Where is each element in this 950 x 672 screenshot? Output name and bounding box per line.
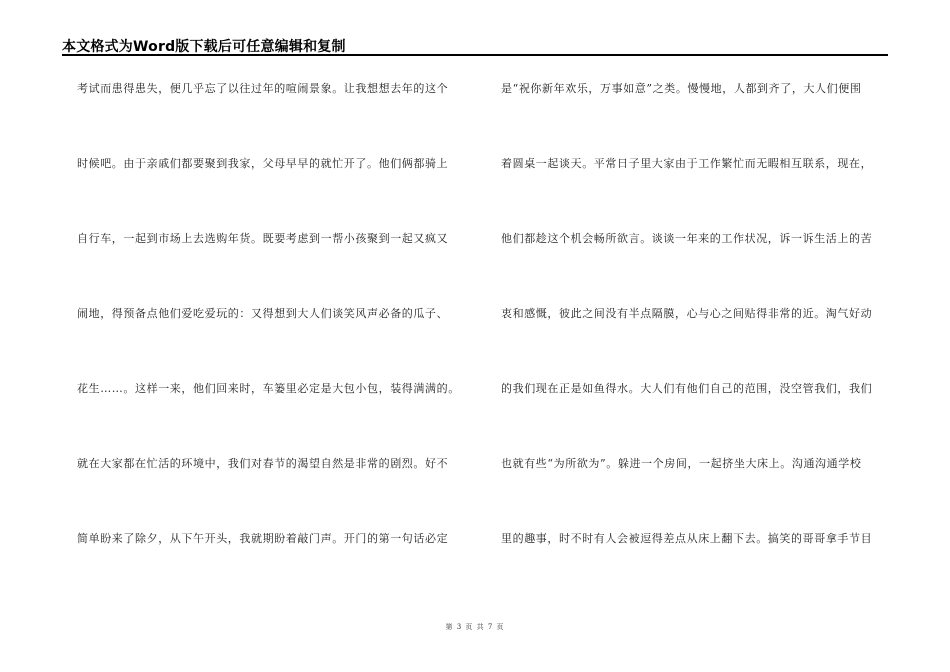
text-line: 时候吧。由于亲戚们都要聚到我家，父母早早的就忙开了。他们俩都骑上 xyxy=(77,157,449,170)
text-line: 的我们现在正是如鱼得水。大人们有他们自己的范围，没空管我们，我们 xyxy=(501,382,873,395)
left-column xyxy=(77,82,467,607)
text-line: 花生……。这样一来，他们回来时，车篓里必定是大包小包，装得满满的。 xyxy=(77,382,460,395)
document-header-title: 本文格式为Word版下载后可任意编辑和复制 xyxy=(62,39,346,55)
text-line: 简单盼来了除夕，从下午开头，我就期盼着敲门声。开门的第一句话必定 xyxy=(77,532,449,545)
text-line: 就在大家都在忙活的环境中，我们对春节的渴望自然是非常的剧烈。好不 xyxy=(77,457,449,470)
text-line: 闹地，得预备点他们爱吃爱玩的：又得想到大人们谈笑风声必备的瓜子、 xyxy=(77,307,449,320)
text-line: 着圆桌一起谈天。平常日子里大家由于工作繁忙而无暇相互联系，现在， xyxy=(501,157,873,170)
text-line: 自行车，一起到市场上去选购年货。既要考虑到一帮小孩聚到一起又疯又 xyxy=(77,232,449,245)
text-line: 考试而患得患失，便几乎忘了以往过年的喧闹景象。让我想想去年的这个 xyxy=(77,82,449,95)
text-line: 衷和感慨，彼此之间没有半点隔膜，心与心之间贴得非常的近。淘气好动 xyxy=(501,307,873,320)
text-line: 他们都趁这个机会畅所欲言。谈谈一年来的工作状况，诉一诉生活上的苦 xyxy=(501,232,873,245)
header-rule xyxy=(62,54,888,56)
text-line: 里的趣事，时不时有人会被逗得差点从床上翻下去。搞笑的哥哥拿手节目 xyxy=(501,532,873,545)
text-line: 也就有些“为所欲为”。躲进一个房间，一起挤坐大床上。沟通沟通学校 xyxy=(501,457,862,470)
page-number: 第 3 页 共 7 页 xyxy=(445,623,505,631)
right-column xyxy=(501,82,891,607)
text-line: 是“祝你新年欢乐，万事如意”之类。慢慢地，人都到齐了，大人们便围 xyxy=(501,82,862,95)
